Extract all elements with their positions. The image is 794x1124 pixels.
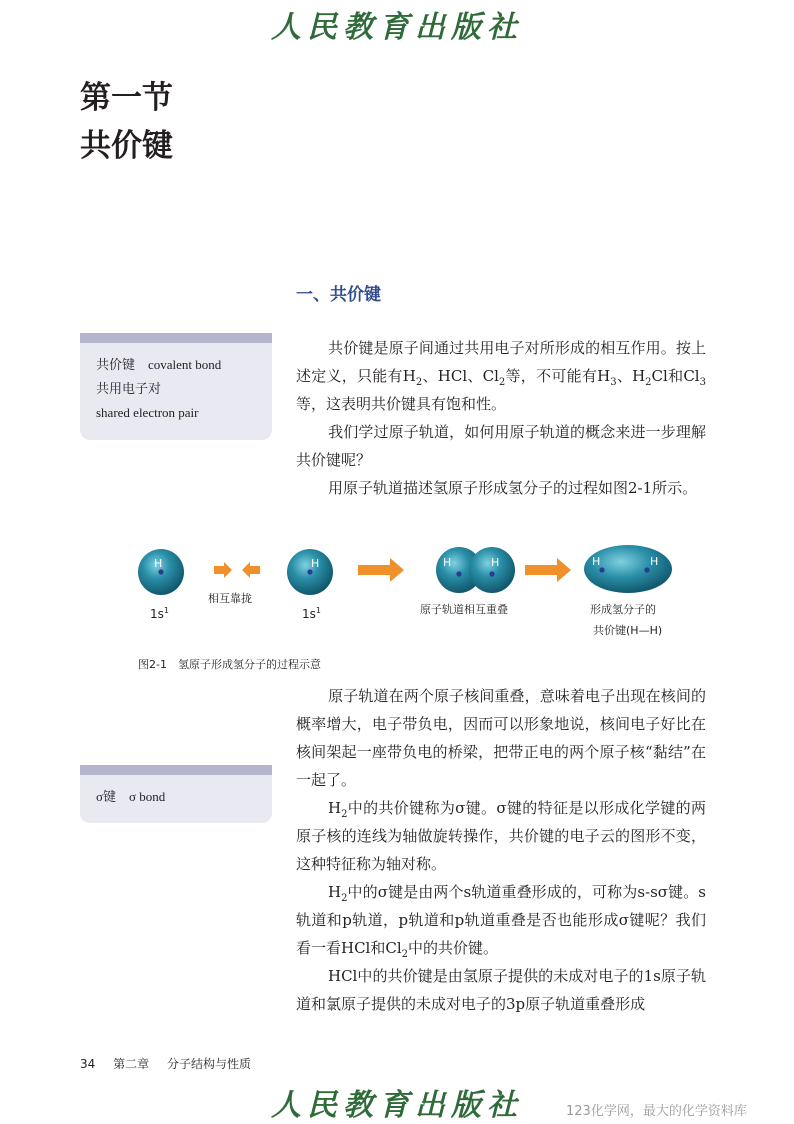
glossary-box-bar [80,765,272,775]
paragraph-sigma-bond: $H_2$中的共价键称为σ键。σ键的特征是以形成化学键的两原子核的连线为轴做旋转操作，共价键的电子云的图形不变，这种特征称为轴对称。 [296,799,706,873]
glossary-term: 共用电子对 [96,381,162,396]
label-1s-right: $1s^1$ [302,606,321,621]
paragraph-figure-intro: 用原子轨道描述氢原子形成氢分子的过程如图2-1所示。 [328,479,698,497]
approach-label: 相互靠拢 [208,592,252,605]
subheading: 一、共价键 [296,285,381,305]
glossary-term: σ键 σ bond [96,789,166,804]
paragraph-orbital-question: 我们学过原子轨道，如何用原子轨道的概念来进一步理解共价键呢？ [296,423,706,469]
chapter-number: 第二章 [113,1057,150,1071]
atom-label-h: H [311,557,320,570]
glossary-box-covalent-bond [80,333,272,440]
hydrogen-molecule [584,545,672,593]
paragraph-s-s-sigma: $H_2$中的σ键是由两个s轨道重叠形成的，可称为s-sσ键。s轨道和p轨道，p轨道和p轨道重叠是否也能形成σ键呢？我们看一看HCl和$Cl_2$中的共价键。 [296,883,706,960]
publisher-logo-top: 人民教育出版社 [271,10,523,45]
overlap-label: 原子轨道相互重叠 [420,603,508,616]
atom-label-h: H [491,556,500,569]
approach-arrows [214,562,260,578]
paragraph-hcl-bond: HCl中的共价键是由氢原子提供的未成对电子的1s原子轨道和氯原子提供的未成对电子的3p原子轨道重叠形成 [296,967,706,1013]
process-arrow [358,558,404,582]
paragraph-covalent-definition: 共价键是原子间通过共用电子对所形成的相互作用。按上述定义，只能有$H_2$、HCl、$Cl_2$等，不可能有$H_3$、$H_2Cl$和$Cl_3$等，这表明共价键具有饱和性。 [296,339,706,413]
section-number: 第一节 [80,80,173,116]
chapter-title: 分子结构与性质 [166,1057,251,1071]
figure-caption: 图2-1 氢原子形成氢分子的过程示意 [138,658,321,671]
hydrogen-atom-left [138,549,184,595]
overlapping-orbitals [436,547,515,593]
figure-hydrogen-bond-formation [120,538,700,648]
bond-label-line1: 形成氢分子的 [590,603,656,616]
atom-label-h: H [650,555,659,568]
page-footer [80,1055,265,1072]
atom-label-h: H [443,556,452,569]
glossary-term: shared electron pair [96,405,199,420]
glossary-term: 共价键 covalent bond [96,357,222,372]
page-number: 34 [80,1057,96,1071]
watermark: 123化学网，最大的化学资料库 [566,1104,747,1119]
bond-label-line2: 共价键(H—H) [593,624,663,637]
atom-label-h: H [592,555,601,568]
hydrogen-atom-right [287,549,333,595]
glossary-box-sigma-bond [80,765,272,823]
process-arrow [525,558,571,582]
paragraph-orbital-overlap: 原子轨道在两个原子核间重叠，意味着电子出现在核间的概率增大，电子带负电，因而可以形象地说，核间电子好比在核间架起一座带负电的桥梁，把带正电的两个原子核“黏结”在一起了。 [296,687,706,789]
publisher-logo-bottom: 人民教育出版社 [271,1088,523,1123]
label-1s-left: $1s^1$ [150,606,169,621]
glossary-box-bar [80,333,272,343]
section-title: 共价键 [80,128,173,164]
atom-label-h: H [154,557,163,570]
